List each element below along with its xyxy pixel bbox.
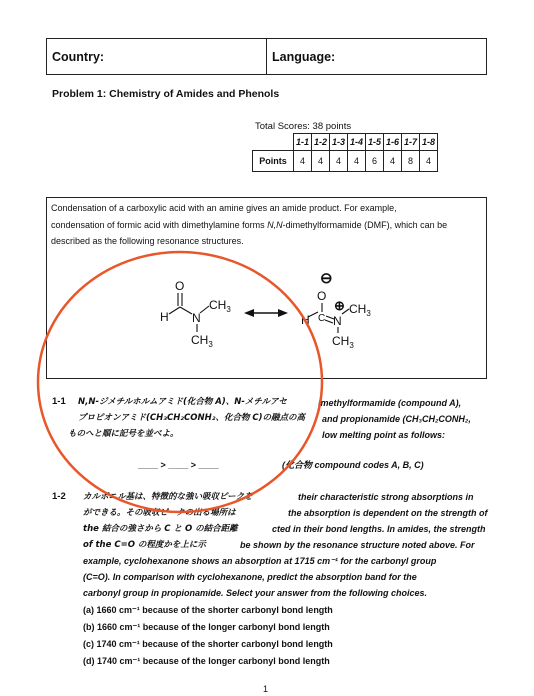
atom-C: C — [318, 313, 326, 324]
q1-line-jp — [78, 409, 305, 426]
dmf-structure-zwitterion — [301, 270, 371, 350]
score-cell: 4 — [294, 151, 312, 172]
q2-line-en: cted in their bond lengths. In amides, the strength — [272, 524, 486, 534]
score-col-header: 1-7 — [402, 134, 420, 151]
score-col-header: 1-5 — [366, 134, 384, 151]
page-number: 1 — [263, 684, 269, 694]
total-scores: Total Scores: 38 points — [255, 121, 352, 132]
jp-text: of the C=O の程度かを上に示 — [83, 540, 206, 550]
bond — [180, 307, 192, 314]
score-col-header: 1-1 — [294, 134, 312, 151]
q2-line-en: their characteristic strong absorptions in — [298, 492, 474, 502]
intro-text-span: condensation of formic acid with dimethylamine forms — [51, 219, 268, 230]
q2-line-en: the absorption is dependent on the strength of — [288, 508, 488, 518]
answer-blanks[interactable]: ____ > ____ > ____ — [138, 460, 219, 470]
jp-text: ものへと順に記号を並べよ。 — [68, 429, 179, 439]
score-col-header: 1-4 — [348, 134, 366, 151]
methyl-group: $CH_3$ — [191, 333, 213, 349]
atom-N: N — [192, 311, 201, 325]
q2-line-en: (C=O). In comparison with cyclohexanone, predict the absorption band for the — [83, 572, 417, 582]
score-cell: 4 — [348, 151, 366, 172]
score-col-header: 1-3 — [330, 134, 348, 151]
q2-line-jp — [83, 488, 253, 505]
atom-O: O — [175, 279, 185, 293]
dmf-structure-neutral — [160, 279, 231, 349]
score-cell: 8 — [402, 151, 420, 172]
q1-line-en: imethylformamide (compound A), — [318, 398, 462, 408]
plus-charge-icon: ⊕ — [334, 298, 345, 313]
methyl-group: $CH_3$ — [332, 334, 354, 350]
intro-line: Condensation of a carboxylic acid with an amine gives an amide product. For example, — [51, 203, 397, 213]
score-cell: 4 — [384, 151, 402, 172]
q2-line-jp — [83, 504, 236, 521]
country-field[interactable]: Country: — [52, 50, 105, 64]
bond — [169, 307, 180, 314]
problem-title: Problem 1: Chemistry of Amides and Phenols — [52, 88, 280, 100]
question-number: 1-2 — [52, 491, 66, 502]
score-row-label: Points — [253, 151, 294, 172]
methyl-group: $CH_3$ — [209, 298, 231, 314]
q1-line-jp — [68, 425, 179, 442]
score-col-header: 1-8 — [420, 134, 438, 151]
q2-line-en: be shown by the resonance structure noted above. For — [240, 540, 475, 550]
atom-O: O — [317, 289, 327, 303]
intro-text-span: -dimethylformamide (DMF), which can be — [282, 219, 448, 230]
score-cell: 6 — [366, 151, 384, 172]
q2-line-jp — [83, 520, 238, 537]
language-field[interactable]: Language: — [266, 39, 486, 74]
answer-option-b[interactable]: (b) 1660 cm⁻¹ because of the longer carbonyl bond length — [83, 622, 330, 632]
jp-text: カルボニル基は、特徴的な強い吸収ピークを — [83, 492, 253, 502]
answer-option-d[interactable]: (d) 1740 cm⁻¹ because of the longer carbonyl bond length — [83, 656, 330, 666]
question-number: 1-1 — [52, 396, 66, 407]
jp-text: the 結合の強さから C と O の結合距離 — [83, 524, 238, 534]
score-col-header: 1-6 — [384, 134, 402, 151]
q1-line-jp — [78, 393, 287, 410]
intro-italic: N,N — [267, 219, 283, 230]
answer-option-c[interactable]: (c) 1740 cm⁻¹ because of the shorter carbonyl bond length — [83, 639, 333, 649]
q2-line-en: example, cyclohexanone shows an absorption at 1715 cm⁻¹ for the carbonyl group — [83, 556, 437, 566]
double-bond — [325, 320, 333, 323]
q2-line-jp — [83, 536, 206, 553]
q2-line-en: carbonyl group in propionamide. Select your answer from the following choices. — [83, 588, 428, 598]
score-cell: 4 — [330, 151, 348, 172]
compound-codes: (化合物 compound codes A, B, C) — [282, 460, 424, 470]
q1-line-en: low melting point as follows: — [322, 430, 445, 440]
score-cell: 4 — [312, 151, 330, 172]
atom-H: H — [160, 310, 169, 324]
q1-line-en: and propionamide (CH₃CH₂CONH₂, — [322, 414, 471, 424]
atom-N: N — [333, 314, 342, 328]
atom-H: H — [301, 313, 310, 327]
minus-charge-icon: ⊖ — [320, 270, 333, 287]
jp-text: プロピオンアミド(CH₃CH₂CONH₂、化合物 C)の融点の高 — [78, 413, 306, 423]
resonance-arrow-icon — [244, 309, 288, 317]
jp-text: ができる。その吸収ピークの出る場所は — [83, 508, 236, 518]
score-cell: 4 — [420, 151, 438, 172]
jp-text: N,N-ジメチルホルムアミド(化合物 A)、N-メチルアセ — [78, 397, 287, 407]
score-col-header: 1-2 — [312, 134, 330, 151]
methyl-group: $CH_3$ — [349, 302, 371, 318]
intro-line: described as the following resonance structures. — [51, 236, 244, 246]
answer-option-a[interactable]: (a) 1660 cm⁻¹ because of the shorter carbonyl bond length — [83, 605, 333, 615]
bond — [200, 306, 209, 313]
